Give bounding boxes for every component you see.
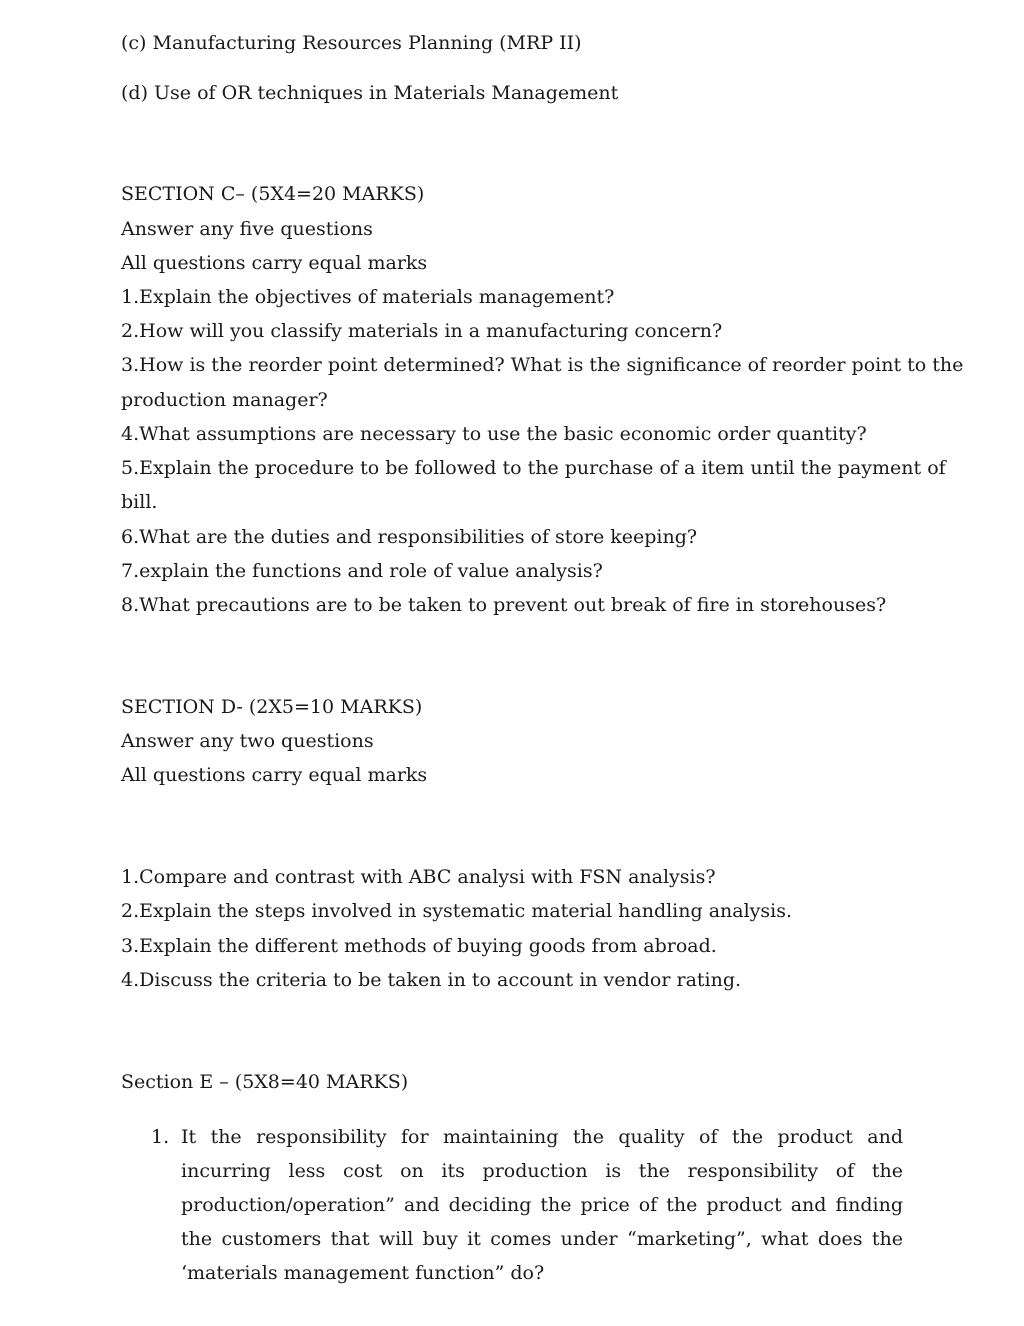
section-c-instruction-1: Answer any five questions [121,218,373,240]
section-e-question-1-number: 1. [151,1126,170,1148]
section-c-question-3-cont: production manager? [121,389,328,411]
section-d-question-1: 1.Compare and contrast with ABC analysi with FSN analysis? [121,866,716,888]
item-d: (d) Use of OR techniques in Materials Management [121,82,619,104]
item-c: (c) Manufacturing Resources Planning (MRP II) [121,32,582,54]
section-c-question-1: 1.Explain the objectives of materials management? [121,286,615,308]
section-e-question-1-text: It the responsibility for maintaining the quality of the product and incurring less cost on its production is the responsibility of the production/operation” and deciding the price of the product and finding the customers that will buy it comes under “marketing”, what does the ‘materials management function” do? [181,1126,903,1284]
section-d-instruction-2: All questions carry equal marks [121,764,428,786]
section-c-question-6: 6.What are the duties and responsibilities of store keeping? [121,526,698,548]
section-c-instruction-2: All questions carry equal marks [121,252,428,274]
section-c-question-2: 2.How will you classify materials in a manufacturing concern? [121,320,723,342]
section-d-question-4: 4.Discuss the criteria to be taken in to account in vendor rating. [121,969,742,991]
section-e-question-1 [121,1120,903,1290]
section-c-question-5: 5.Explain the procedure to be followed to the purchase of a item until the payment of [121,457,946,479]
section-d-instruction-1: Answer any two questions [121,730,374,752]
section-d-question-3: 3.Explain the different methods of buying goods from abroad. [121,935,717,957]
section-c-question-7: 7.explain the functions and role of value analysis? [121,560,603,582]
section-c-question-4: 4.What assumptions are necessary to use the basic economic order quantity? [121,423,867,445]
section-c-title: SECTION C– (5X4=20 MARKS) [121,183,425,205]
section-e-title: Section E – (5X8=40 MARKS) [121,1071,409,1093]
section-c-question-3: 3.How is the reorder point determined? What is the significance of reorder point to the [121,354,964,376]
section-c-question-8: 8.What precautions are to be taken to prevent out break of fire in storehouses? [121,594,887,616]
section-d-title: SECTION D- (2X5=10 MARKS) [121,696,423,718]
section-c-question-5-cont: bill. [121,491,158,513]
section-d-question-2: 2.Explain the steps involved in systematic material handling analysis. [121,900,793,922]
